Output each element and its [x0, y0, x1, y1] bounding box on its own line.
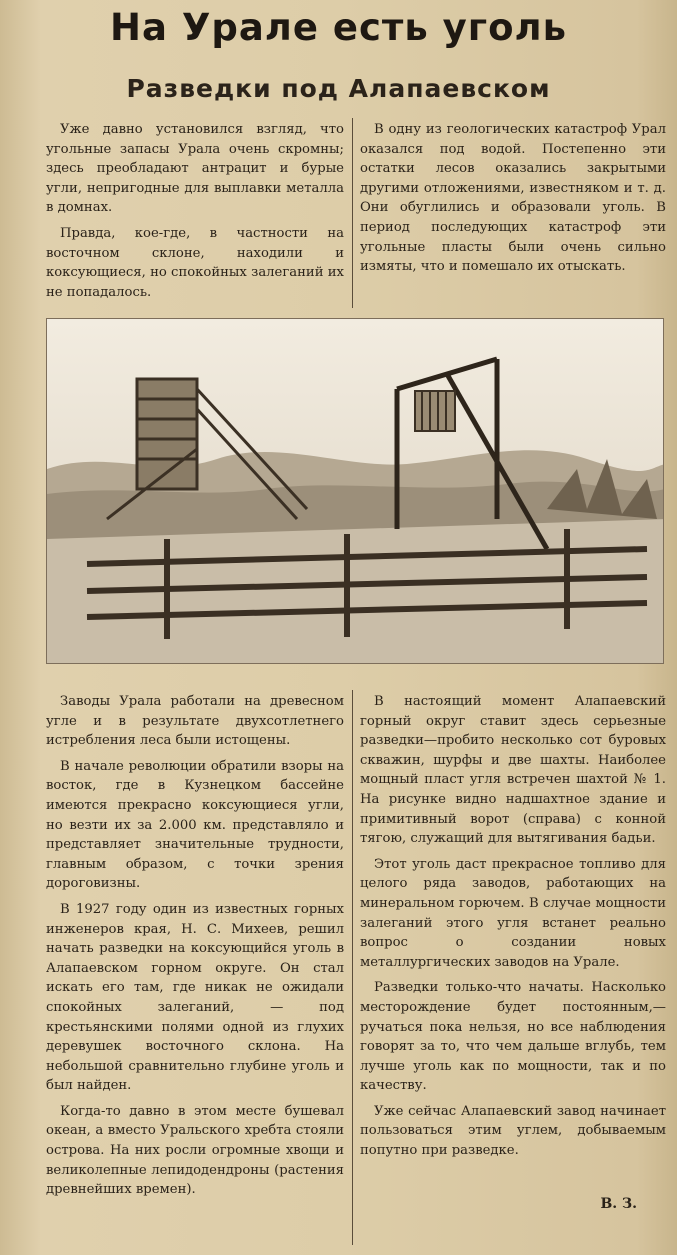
top-right-column: [360, 120, 666, 283]
article-paragraph: Правда, кое-где, в частности на восточном склоне, находили и коксующиеся, но спокойных залеганий их не попадалось.: [46, 225, 344, 300]
article-paragraph: Когда-то давно в этом месте бушевал океан, а вместо Уральского хребта стояли острова. На них росли огромные хвощи и великолепные лепидодендроны (растения древнейших времен).: [46, 1103, 344, 1198]
article-paragraph: В одну из геологических катастроф Урал оказался под водой. Постепенно эти остатки лесов оказались закрытыми другими отложениями, известняком и т. д. Они обуглились и образовали уголь. В период последующих катастроф эти угольные пласты были очень сильно измяты, что и помешало их отыскать.: [360, 122, 666, 275]
article-paragraph: В начале революции обратили взоры на восток, где в Кузнецком бассейне имеются прекрасно коксующиеся угли, но везти их за 2.000 км. представляло и представляет значительные трудности, главным образом, с точки зрения дороговизны.: [46, 758, 344, 892]
mine-shaft-photo: [46, 318, 664, 664]
article-paragraph: Этот уголь даст прекрасное топливо для целого ряда заводов, работающих на минеральном горючем. В случае мощности залеганий этого угля встанет реально вопрос о создании новых металлургических заводов на Урале.: [360, 856, 666, 970]
subheadline: Разведки под Алапаевском: [126, 74, 551, 103]
article-paragraph: Уже сейчас Алапаевский завод начинает пользоваться этим углем, добываемым попутно при разведке.: [360, 1103, 666, 1159]
author-signature: В. З.: [600, 1196, 637, 1212]
article-paragraph: Уже давно установился взгляд, что угольные запасы Урала очень скромны; здесь преобладают антрацит и бурые угли, непригодные для выплавки металла в домнах.: [46, 122, 344, 216]
headline: На Урале есть уголь: [110, 6, 567, 49]
article-paragraph: В 1927 году один из известных горных инженеров края, Н. С. Михеев, решил начать разведки на коксующийся уголь в Алапаевском горном округе. Он стал искать его там, где никак не ожидали спокойных залеганий, — под крестьянскими полями одной из глухих деревушек восточного склона. На небольшой сравнительно глубине уголь и был найден.: [46, 901, 344, 1094]
article-paragraph: В настоящий момент Алапаевский горный округ ставит здесь серьезные разведки—пробито несколько сот буровых скважин, шурфы и две шахты. Наиболее мощный пласт угля встречен шахтой № 1. На рисунке видно надшахтное здание и примитивный ворот (справа) с конной тягою, служащий для вытягивания бадьи.: [360, 694, 666, 847]
bottom-right-column: [360, 692, 666, 1167]
column-divider: [352, 118, 353, 308]
bottom-left-column: [46, 692, 344, 1206]
column-divider: [352, 690, 353, 1245]
top-left-column: [46, 120, 344, 308]
article-paragraph: Разведки только-что начаты. Насколько месторождение будет постоянным,—ручаться пока нельзя, но все наблюдения говорят за то, что чем дальше вглубь, тем лучше уголь как по мощности, так и по качеству.: [360, 980, 666, 1094]
article-paragraph: Заводы Урала работали на древесном угле и в результате двухсотлетнего истребления леса были истощены.: [46, 694, 344, 749]
